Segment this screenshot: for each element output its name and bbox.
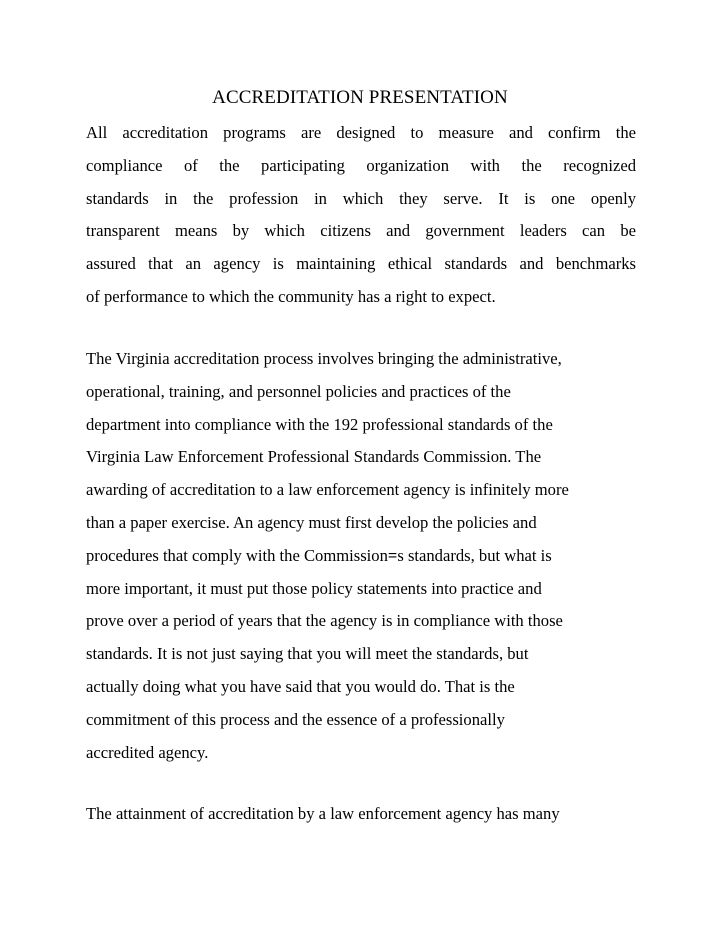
paragraph-line: than a paper exercise. An agency must first develop the policies and [86, 512, 537, 532]
paragraph-line: Virginia Law Enforcement Professional Standards Commission. The [86, 447, 542, 467]
paragraph-line: department into compliance with the 192 professional standards of the [86, 414, 553, 434]
paragraph-line: All accreditation programs are designed to measure and confirm the [86, 123, 636, 142]
paragraph-accreditation-programs [86, 117, 636, 314]
paragraph-line: awarding of accreditation to a law enforcement agency is infinitely more [86, 480, 569, 500]
paragraph-line: standards. It is not just saying that you will meet the standards, but [86, 644, 529, 664]
paragraph-line: actually doing what you have said that you would do. That is the [86, 676, 515, 696]
paragraph-line: transparent means by which citizens and government leaders can be [86, 221, 636, 241]
paragraph-line: accredited agency. [86, 742, 209, 762]
paragraph-line: more important, it must put those policy statements into practice and [86, 578, 542, 598]
paragraph-line: compliance of the participating organization with the recognized [86, 155, 636, 175]
paragraph-line: procedures that comply with the Commission=s standards, but what is [86, 545, 552, 565]
paragraph-virginia-process [86, 343, 636, 769]
paragraph-line: The attainment of accreditation by a law enforcement agency has many [86, 804, 560, 823]
paragraph-line: assured that an agency is maintaining ethical standards and benchmarks [86, 254, 636, 274]
paragraph-line: prove over a period of years that the agency is in compliance with those [86, 611, 563, 631]
paragraph-line: of performance to which the community has a right to expect. [86, 286, 496, 306]
paragraph-line: The Virginia accreditation process involves bringing the administrative, [86, 349, 562, 368]
paragraph-line: standards in the profession in which they serve. It is one openly [86, 188, 636, 208]
paragraph-attainment [86, 798, 636, 831]
paragraph-line: operational, training, and personnel policies and practices of the [86, 381, 511, 401]
paragraph-line: commitment of this process and the essence of a professionally [86, 709, 505, 729]
document-title: ACCREDITATION PRESENTATION [212, 87, 508, 108]
